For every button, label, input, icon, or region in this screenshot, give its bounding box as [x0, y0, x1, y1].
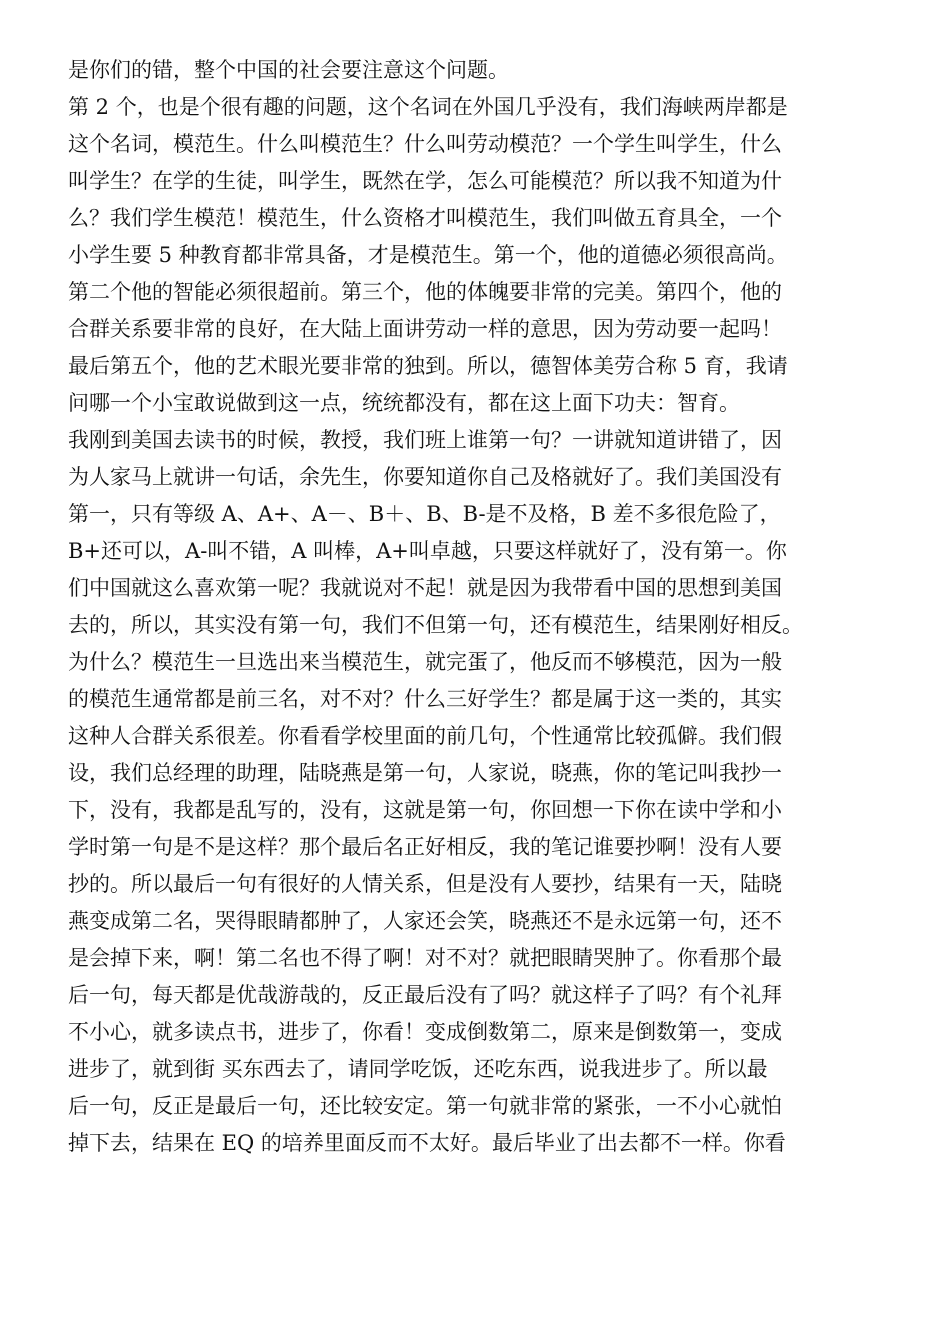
- text-line: 第一，只有等级 A、A+、A－、B＋、B、B-是不及格，B 差不多很危险了，: [68, 502, 781, 526]
- body-text: [68, 52, 898, 1162]
- text-line: 们中国就这么喜欢第一呢？我就说对不起！就是因为我带看中国的思想到美国: [68, 576, 782, 600]
- text-line: 合群关系要非常的良好，在大陆上面讲劳动一样的意思，因为劳动要一起吗！: [68, 317, 782, 341]
- text-line: 是会掉下来，啊！第二名也不得了啊！对不对？就把眼睛哭肿了。你看那个最: [68, 946, 782, 970]
- text-line: 掉下去，结果在 EQ 的培养里面反而不太好。最后毕业了出去都不一样。你看: [68, 1131, 786, 1155]
- text-line: 问哪一个小宝敢说做到这一点，统统都没有，都在这上面下功夫：智育。: [68, 391, 740, 415]
- text-line: 后一句，反正是最后一句，还比较安定。第一句就非常的紧张，一不小心就怕: [68, 1094, 782, 1118]
- text-line: 进步了，就到街 买东西去了，请同学吃饭，还吃东西，说我进步了。所以最: [68, 1057, 768, 1081]
- text-line: 不小心，就多读点书，进步了，你看！变成倒数第二，原来是倒数第一，变成: [68, 1020, 782, 1044]
- text-line: 去的，所以，其实没有第一句，我们不但第一句，还有模范生，结果刚好相反。: [68, 613, 803, 637]
- text-line: 设，我们总经理的助理，陆晓燕是第一句，人家说，晓燕，你的笔记叫我抄一: [68, 761, 782, 785]
- text-line: 我刚到美国去读书的时候，教授，我们班上谁第一句？一讲就知道讲错了，因: [68, 428, 782, 452]
- text-line: 小学生要 5 种教育都非常具备，才是模范生。第一个，他的道德必须很高尚。: [68, 243, 788, 267]
- text-line: 这种人合群关系很差。你看看学校里面的前几句，个性通常比较孤僻。我们假: [68, 724, 782, 748]
- text-line: B+还可以，A-叫不错，A 叫棒，A+叫卓越，只要这样就好了，没有第一。你: [68, 539, 787, 563]
- text-line: 学时第一句是不是这样？那个最后名正好相反，我的笔记谁要抄啊！没有人要: [68, 835, 782, 859]
- text-line: 最后第五个，他的艺术眼光要非常的独到。所以，德智体美劳合称 5 育，我请: [68, 354, 788, 378]
- text-line: 为什么？模范生一旦选出来当模范生，就完蛋了，他反而不够模范，因为一般: [68, 650, 782, 674]
- text-line: 下，没有，我都是乱写的，没有，这就是第一句，你回想一下你在读中学和小: [68, 798, 782, 822]
- text-line: 为人家马上就讲一句话，余先生，你要知道你自己及格就好了。我们美国没有: [68, 465, 782, 489]
- text-line: 后一句，每天都是优哉游哉的，反正最后没有了吗？就这样子了吗？有个礼拜: [68, 983, 782, 1007]
- text-line: 么？我们学生模范！模范生，什么资格才叫模范生，我们叫做五育具全，一个: [68, 206, 782, 230]
- text-line: 抄的。所以最后一句有很好的人情关系，但是没有人要抄，结果有一天，陆晓: [68, 872, 782, 896]
- text-line: 这个名词，模范生。什么叫模范生？什么叫劳动模范？一个学生叫学生，什么: [68, 132, 782, 156]
- text-line: 的模范生通常都是前三名，对不对？什么三好学生？都是属于这一类的，其实: [68, 687, 782, 711]
- text-line: 是你们的错，整个中国的社会要注意这个问题。: [68, 58, 509, 82]
- text-line: 叫学生？在学的生徒，叫学生，既然在学，怎么可能模范？所以我不知道为什: [68, 169, 782, 193]
- text-line: 燕变成第二名，哭得眼睛都肿了，人家还会笑，晓燕还不是永远第一句，还不: [68, 909, 782, 933]
- text-line: 第 2 个，也是个很有趣的问题，这个名词在外国几乎没有，我们海峡两岸都是: [68, 95, 788, 119]
- text-line: 第二个他的智能必须很超前。第三个，他的体魄要非常的完美。第四个，他的: [68, 280, 782, 304]
